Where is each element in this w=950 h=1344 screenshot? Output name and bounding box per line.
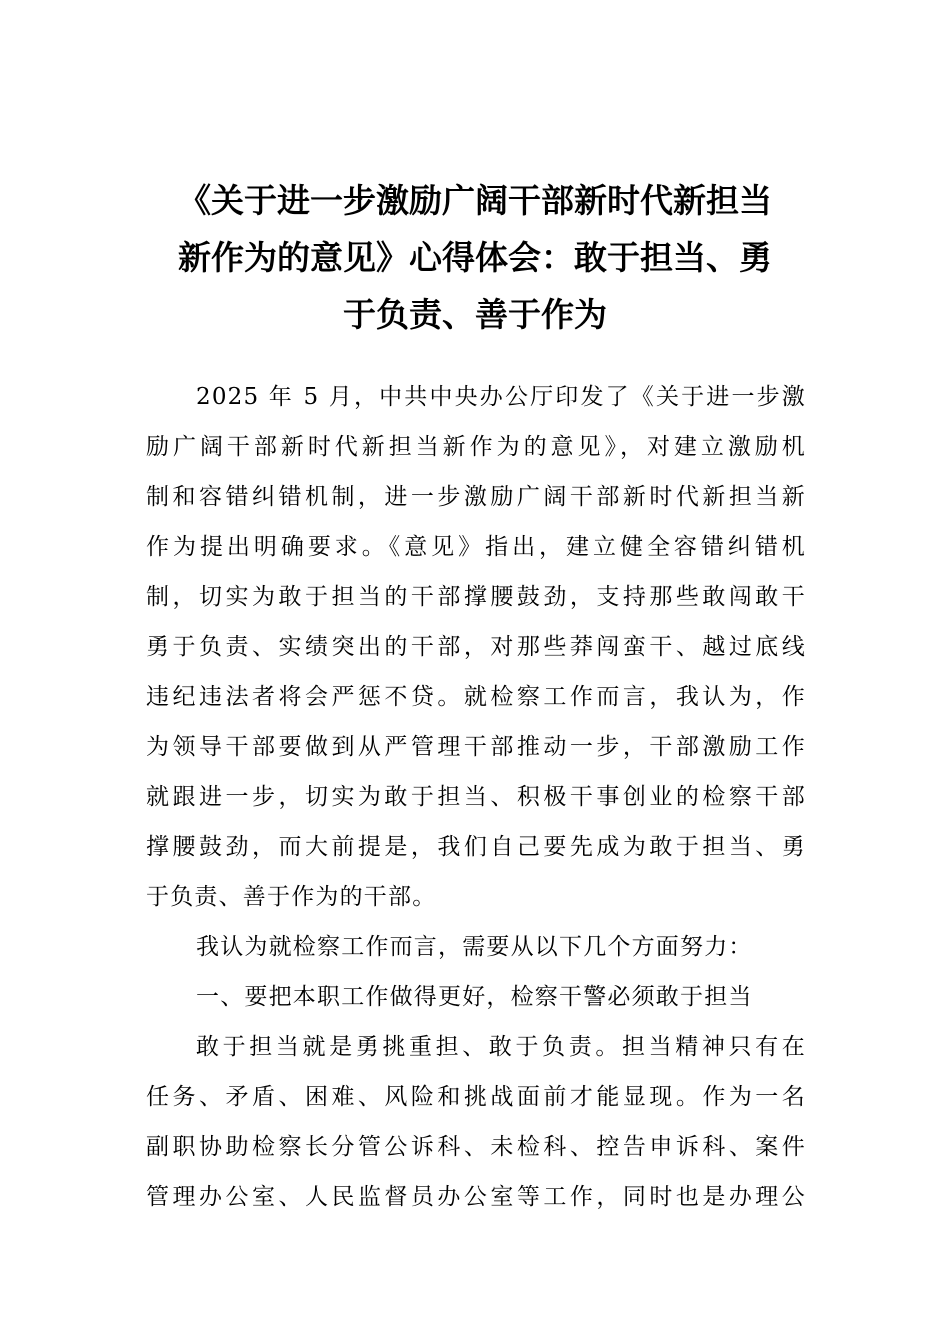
text-line: 就跟进一步，切实为敢于担当、积极干事创业的检察干部 — [146, 784, 806, 810]
text-line: 2025 年 5 月，中共中央办公厅印发了《关于进一步激 — [196, 384, 806, 410]
title-line: 《关于进一步激励广阔干部新时代新担当 — [178, 181, 772, 220]
text-line: 我认为就检察工作而言，需要从以下几个方面努力： — [196, 934, 753, 960]
paragraph-responsibility — [146, 1022, 806, 1222]
title-line: 新作为的意见》心得体会：敢于担当、勇 — [178, 238, 772, 277]
section-heading-one — [146, 972, 806, 1022]
text-line: 为领导干部要做到从严管理干部推动一步，干部激励工作 — [146, 734, 806, 760]
text-line: 作为提出明确要求。《意见》指出，建立健全容错纠错机 — [146, 534, 806, 560]
text-line: 任务、矛盾、困难、风险和挑战面前才能显现。作为一名 — [146, 1084, 806, 1110]
text-line: 制，切实为敢于担当的干部撑腰鼓劲，支持那些敢闯敢干 — [146, 584, 806, 610]
text-line: 违纪违法者将会严惩不贷。就检察工作而言，我认为，作 — [146, 684, 806, 710]
text-line: 于负责、善于作为的干部。 — [146, 884, 437, 910]
document-body — [146, 372, 806, 1222]
paragraph-aspects — [146, 922, 806, 972]
text-line: 撑腰鼓劲，而大前提是，我们自己要先成为敢于担当、勇 — [146, 834, 806, 860]
text-line: 制和容错纠错机制，进一步激励广阔干部新时代新担当新 — [146, 484, 806, 510]
title-line: 于负责、善于作为 — [343, 295, 607, 334]
text-line: 敢于担当就是勇挑重担、敢于负责。担当精神只有在 — [196, 1034, 806, 1060]
text-line: 勇于负责、实绩突出的干部，对那些莽闯蛮干、越过底线 — [146, 634, 806, 660]
text-line: 管理办公室、人民监督员办公室等工作，同时也是办理公 — [146, 1184, 806, 1210]
text-line: 副职协助检察长分管公诉科、未检科、控告申诉科、案件 — [146, 1134, 806, 1160]
paragraph-intro — [146, 372, 806, 922]
text-line: 励广阔干部新时代新担当新作为的意见》，对建立激励机 — [146, 434, 806, 460]
document-title — [140, 172, 810, 343]
text-line: 一、要把本职工作做得更好，检察干警必须敢于担当 — [196, 984, 753, 1010]
